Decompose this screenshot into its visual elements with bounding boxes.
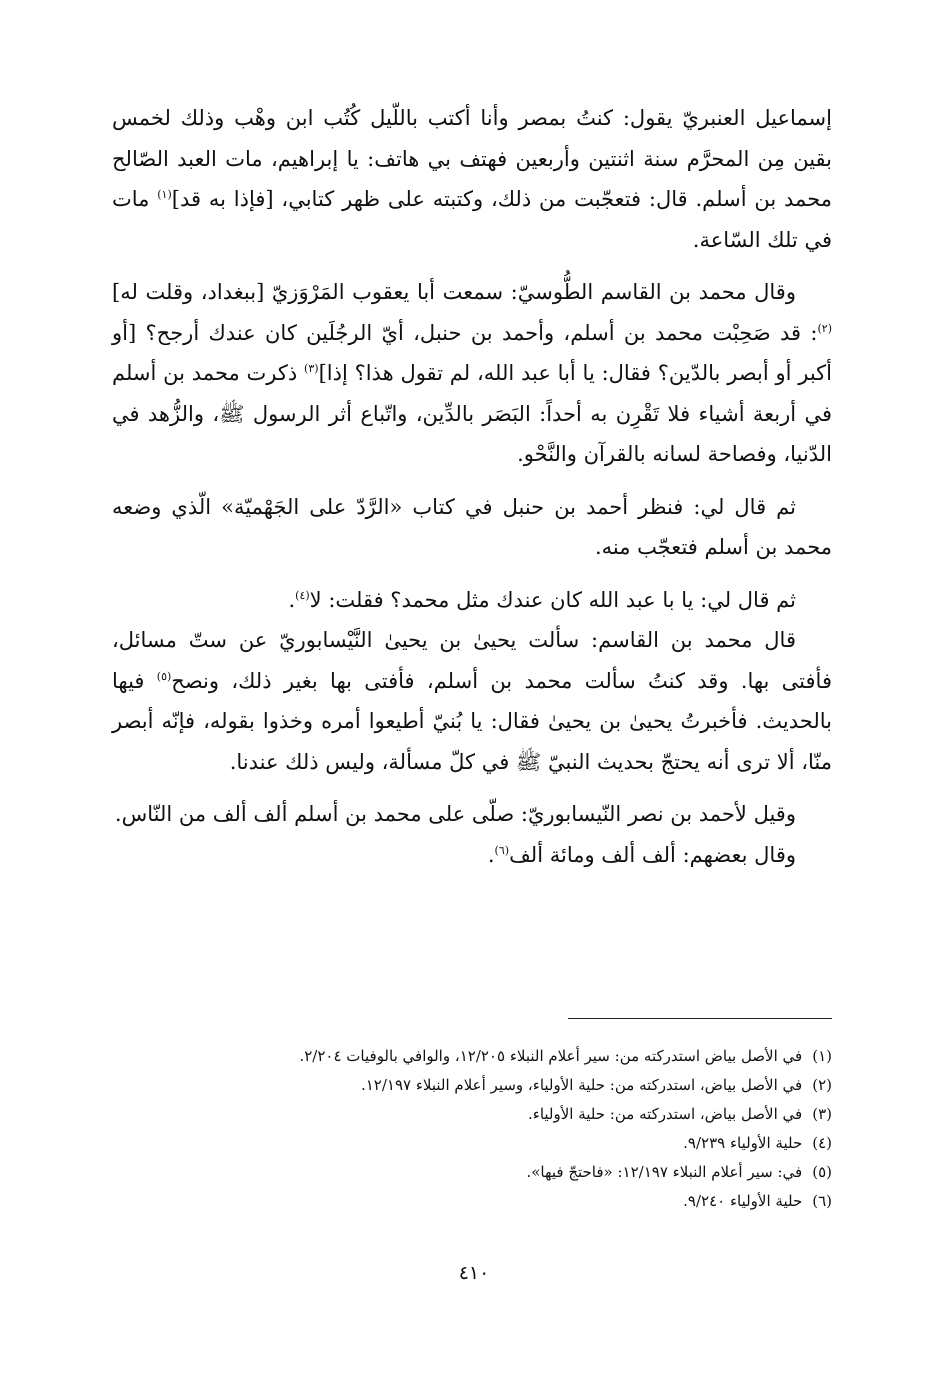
footnote-ref: (١)	[157, 188, 172, 201]
footnote-number: (٢)	[812, 1076, 832, 1094]
paragraph: إسماعيل العنبريّ يقول: كنتُ بمصر وأنا أكتب باللّيل كُتُب ابن وهْب وذلك لخمس بقين مِن المحرَّم سنة اثنتين وأربعين فهتف بي هاتف: يا إبراهيم، مات العبد الصّالح محمد بن أسلم. قال: فتعجّبت من ذلك، وكتبته على ظهر كتابي، [فإذا به قد]$^{(١)}$ مات في تلك السّاعة.	[112, 106, 832, 252]
footnote-item	[150, 1100, 832, 1129]
footnote-text: في الأصل بياض استدركته من: سير أعلام النبلاء ١٢/٢٠٥، والوافي بالوفيات ٢/٢٠٤.	[299, 1047, 803, 1065]
footnote-ref: (٢)	[817, 321, 832, 335]
footnote-text: في: سير أعلام النبلاء ١٢/١٩٧: «فاحتجّ فيها».	[526, 1163, 803, 1181]
footnote-item	[150, 1158, 832, 1187]
paragraph: وقيل لأحمد بن نصر النّيسابوريّ: صلّى على محمد بن أسلم ألف ألف من النّاس.	[114, 802, 796, 826]
footnote-text: حلية الأولياء ٩/٢٤٠.	[683, 1192, 803, 1210]
paragraph: ثم قال لي: يا با عبد الله كان عندك مثل محمد؟ فقلت: لا$^{(٤)}$.	[288, 587, 796, 612]
footnote-ref: (٣)	[304, 362, 319, 375]
footnote-ref: (٦)	[494, 843, 510, 857]
footnote-item	[150, 1071, 832, 1100]
footnote-text: في الأصل بياض، استدركته من: حلية الأولياء، وسير أعلام النبلاء ١٢/١٩٧.	[360, 1076, 803, 1094]
footnote-number: (٣)	[812, 1105, 832, 1123]
footnote-item	[150, 1129, 832, 1158]
footnote-divider	[568, 1018, 832, 1019]
footnote-ref: (٤)	[295, 588, 310, 602]
footnotes	[150, 1042, 832, 1216]
footnote-number: (١)	[812, 1047, 832, 1065]
footnote-item	[150, 1042, 832, 1071]
main-text	[112, 98, 832, 887]
footnote-number: (٥)	[812, 1163, 832, 1181]
footnote-ref: (٥)	[156, 669, 172, 683]
footnote-number: (٤)	[812, 1134, 832, 1152]
footnote-item	[150, 1187, 832, 1216]
footnote-number: (٦)	[812, 1192, 832, 1210]
paragraph: وقال محمد بن القاسم الطُّوسيّ: سمعت أبا يعقوب المَرْوَزيّ [ببغداد، وقلت له]$^{(٢)}$: قد صَحِبْت محمد بن أسلم، وأحمد بن حنبل، أيّ الرجُلَين كان عندك أرجح؟ [أو أكبر أو أبصر بالدّين؟ فقال: يا أبا عبد الله، لم تقول هذا؟ إذا]$^{(٣)}$ ذكرت محمد بن أسلم في أربعة أشياء فلا تَقْرِن به أحداً: البَصَر بالدِّين، واتّباع أثر الرسول ﷺ، والزُّهد في الدّنيا، وفصاحة لسانه بالقرآن والنَّحْو.	[112, 280, 832, 466]
footnote-text: حلية الأولياء ٩/٢٣٩.	[683, 1134, 803, 1152]
paragraph: قال محمد بن القاسم: سألت يحيىٰ بن يحيىٰ النَّيْسابوريّ عن ستّ مسائل، فأفتى بها. وقد كنتُ سألت محمد بن أسلم، فأفتى بها بغير ذلك، ونصح$^{(٥)}$ فيها بالحديث. فأخبرتُ يحيىٰ بن يحيىٰ فقال: يا بُنيّ أطيعوا أمره وخذوا بقوله، فإنّه أبصر منّا، ألا ترى أنه يحتجّ بحديث النبيّ ﷺ في كلّ مسألة، وليس ذلك عندنا.	[112, 628, 832, 774]
paragraph: ثم قال لي: فنظر أحمد بن حنبل في كتاب «الرَّدّ على الجَهْميّة» الّذي وضعه محمد بن أسلم فتعجّب منه.	[112, 494, 832, 559]
footnote-text: في الأصل بياض، استدركته من: حلية الأولياء.	[528, 1105, 803, 1123]
page-number: ٤١٠	[458, 1262, 490, 1284]
paragraph: وقال بعضهم: ألف ألف ومائة ألف$^{(٦)}$.	[487, 842, 796, 867]
